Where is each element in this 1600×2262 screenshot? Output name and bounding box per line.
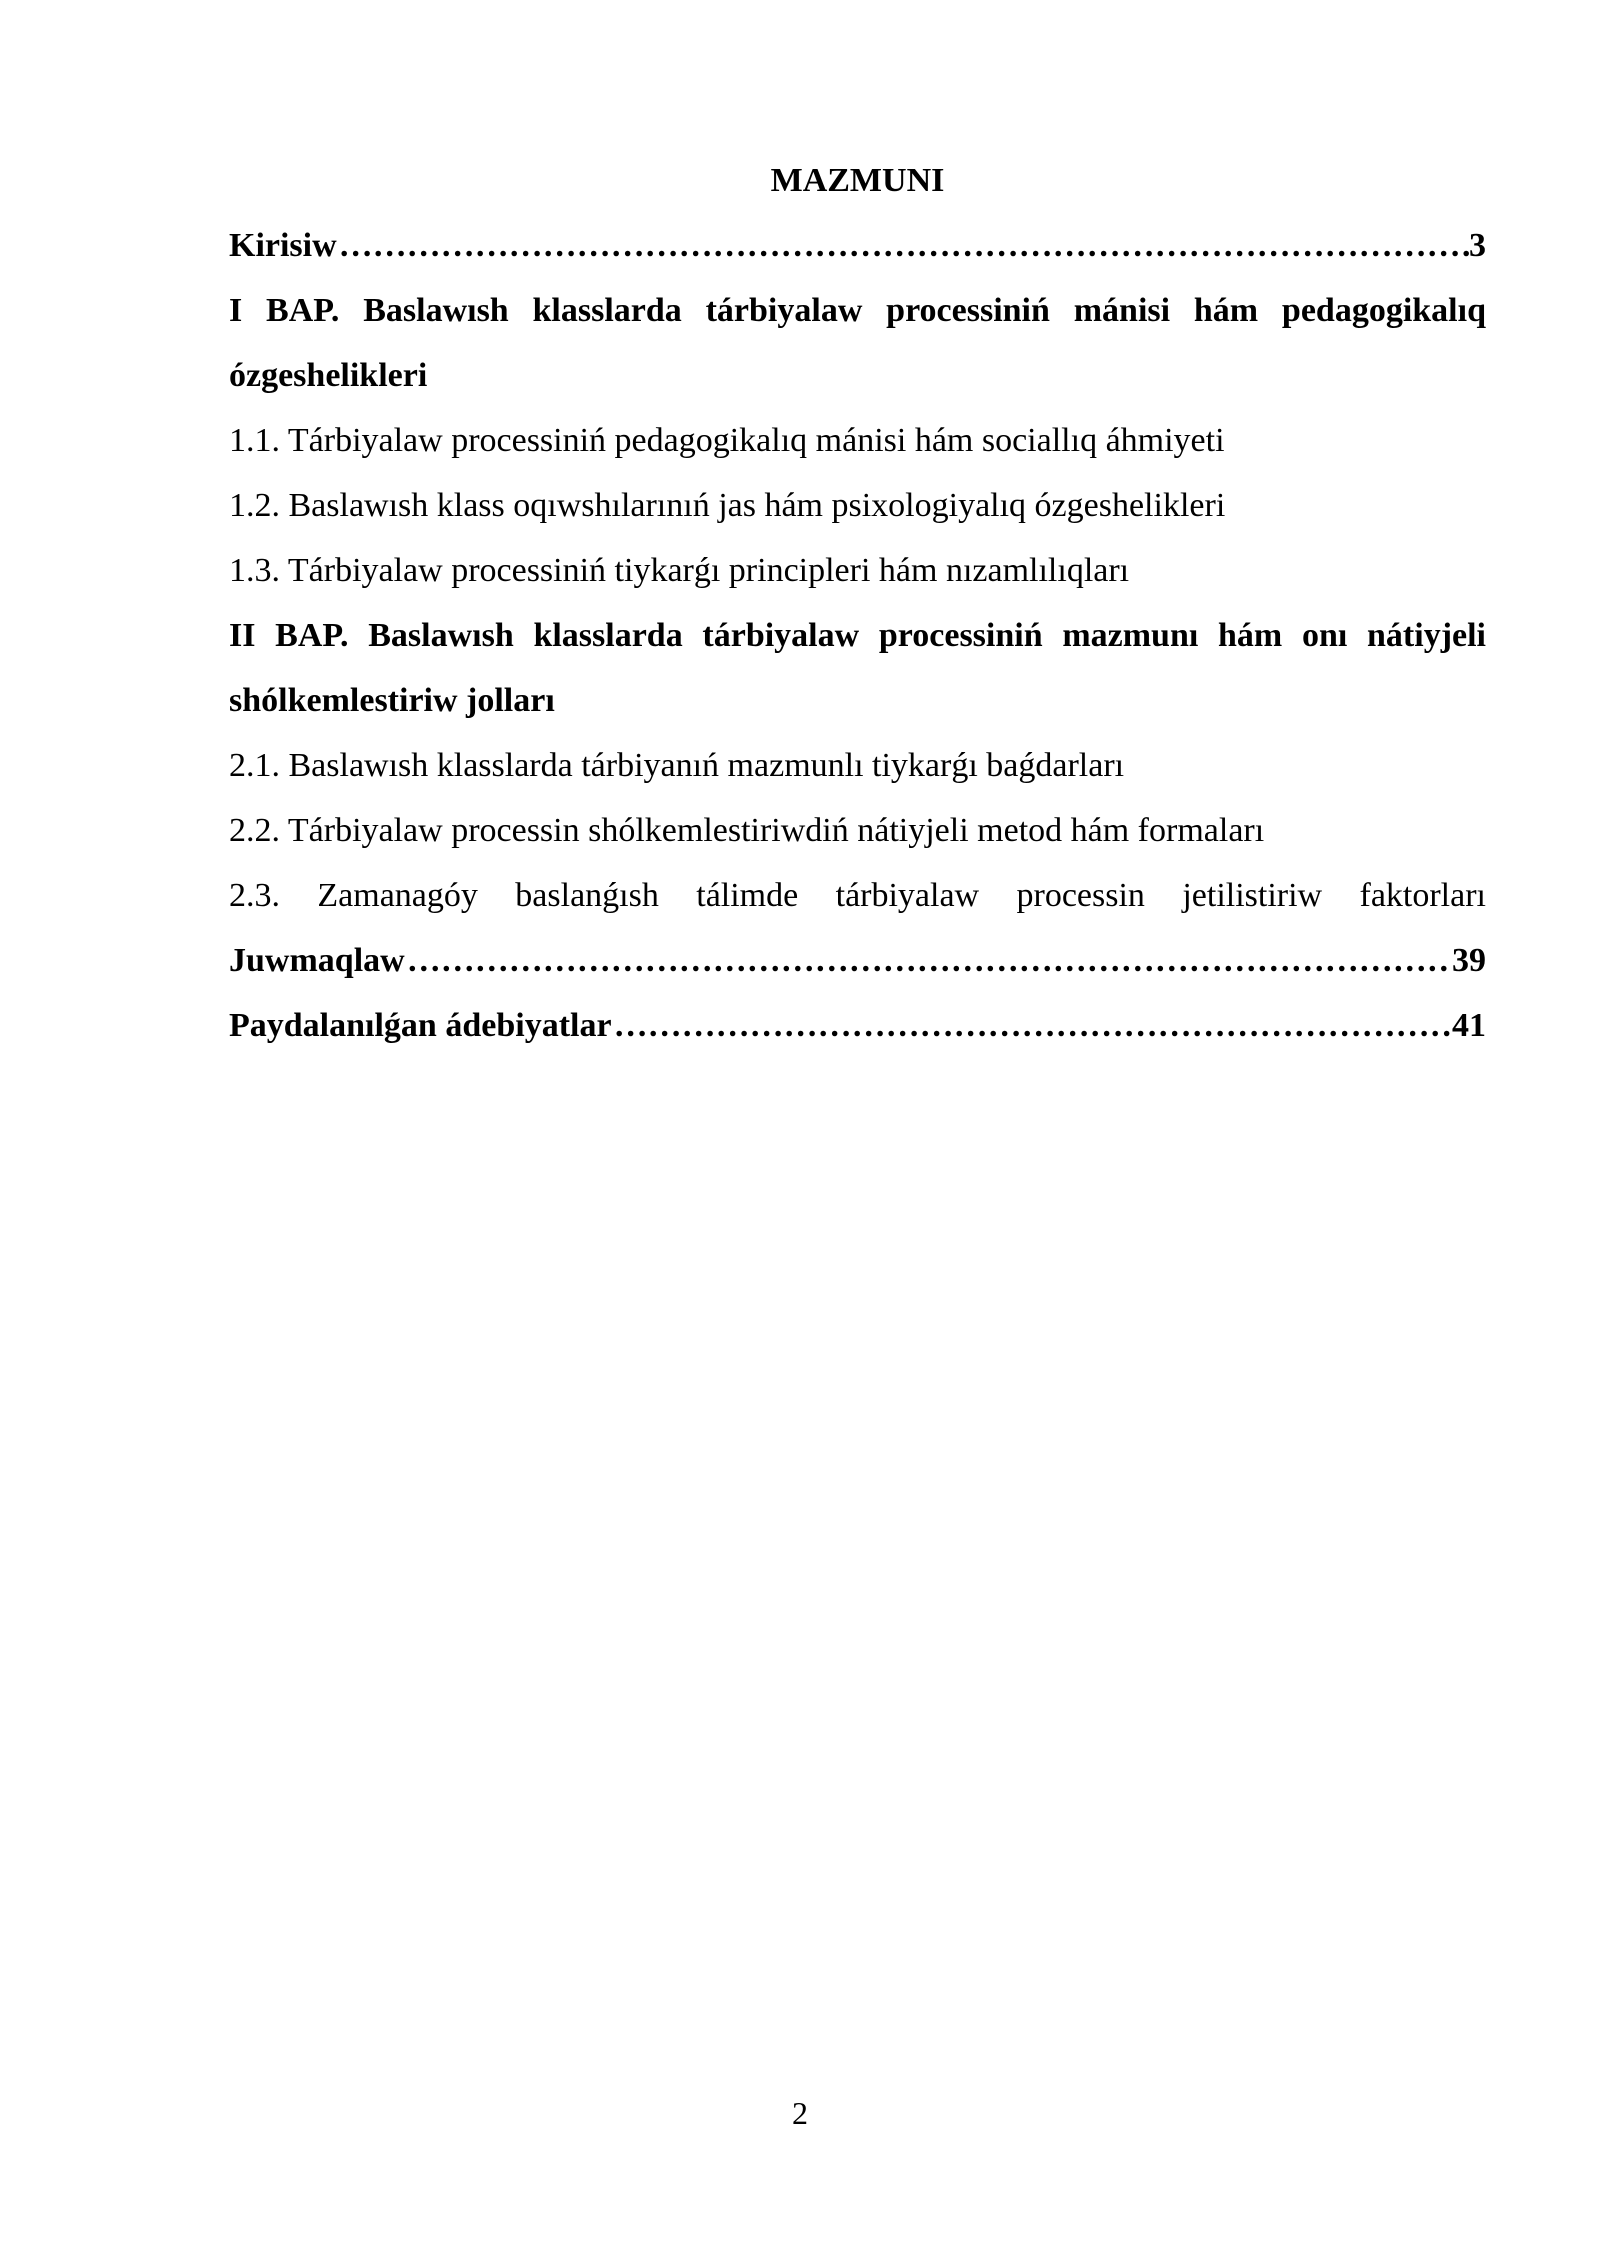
- dot-leader: [339, 213, 1469, 278]
- toc-section-1-1: 1.1. Tárbiyalaw processiniń pedagogikalıq mánisi hám sociallıq áhmiyeti: [229, 422, 1225, 459]
- toc-section-1-3: 1.3. Tárbiyalaw processiniń tiykarǵı principleri hám nızamlılıqları: [229, 552, 1130, 589]
- toc-entry-intro: [229, 213, 1486, 278]
- toc-chapter-2: II BAP. Baslawısh klasslarda tárbiyalaw processiniń mazmunı hám onı nátiyjeli shólkemlestiriw jolları: [229, 617, 1486, 719]
- toc-entry-page: 41: [1452, 1007, 1486, 1044]
- dot-leader: [407, 928, 1452, 993]
- toc-section-2-2: 2.2. Tárbiyalaw processin shólkemlestiriwdiń nátiyjeli metod hám formaları: [229, 812, 1265, 849]
- toc-section-2-3: 2.3. Zamanagóy baslanǵısh tálimde tárbiyalaw processin jetilistiriw faktorları: [229, 877, 1486, 914]
- dot-leader: [614, 993, 1452, 1058]
- table-of-contents: [229, 148, 1486, 1058]
- toc-section-2-1: 2.1. Baslawısh klasslarda tárbiyanıń mazmunlı tiykarǵı baǵdarları: [229, 747, 1125, 784]
- toc-title: MAZMUNI: [770, 162, 945, 199]
- toc-entry-page: 39: [1452, 942, 1486, 979]
- toc-chapter-1: I BAP. Baslawısh klasslarda tárbiyalaw processiniń mánisi hám pedagogikalıq ózgeshelikleri: [229, 292, 1486, 394]
- toc-entry-references: [229, 993, 1486, 1058]
- page-number: 2: [792, 2095, 808, 2131]
- toc-section-1-2: 1.2. Baslawısh klass oqıwshılarınıń jas hám psixologiyalıq ózgeshelikleri: [229, 487, 1226, 524]
- toc-entry-label: Paydalanılǵan ádebiyatlar: [229, 1007, 612, 1044]
- toc-entry-conclusion: [229, 928, 1486, 993]
- toc-entry-page: 3: [1469, 227, 1486, 264]
- toc-entry-label: Kirisiw: [229, 227, 337, 264]
- toc-entry-label: Juwmaqlaw: [229, 942, 405, 979]
